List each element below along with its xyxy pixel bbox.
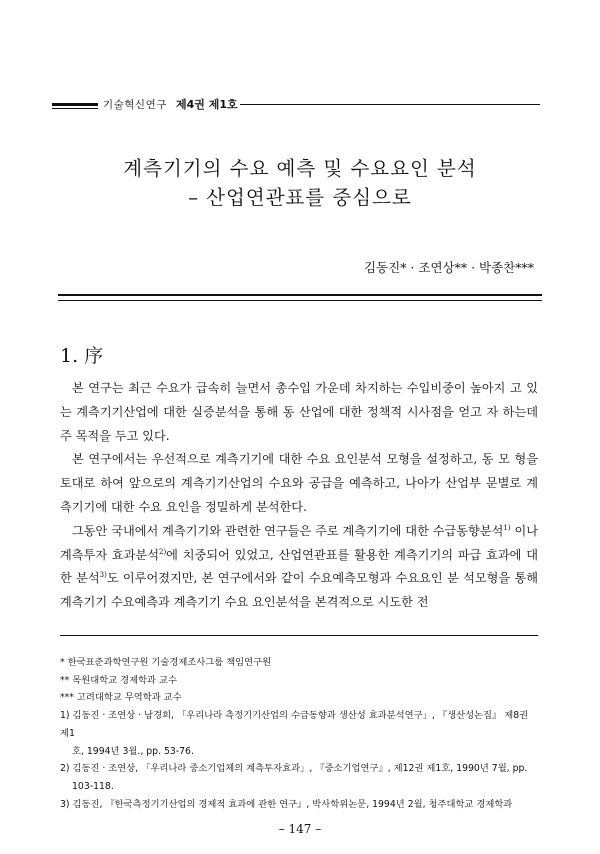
- footnote: 2) 김동진 · 조연상, 「우리나라 중소기업체의 계측투자효과」, 『중소기업연구』, 제12권 제1호, 1990년 7월, pp.: [60, 763, 528, 775]
- text-line: 이나 계측투자 효과분석: [60, 523, 539, 562]
- footnote-ref[interactable]: 3): [99, 571, 107, 580]
- footnote: ** 목원대학교 경제학과 교수: [60, 674, 177, 686]
- author-list: 김동진* · 조연상** · 박종찬***: [363, 260, 534, 275]
- title-separator-thin: [58, 300, 542, 301]
- paper-subtitle: – 산업연관표를 중심으로: [188, 186, 412, 209]
- footnote-separator: [60, 635, 538, 636]
- text-line: 에 치중되어 있었고, 산업연관표를 활용한 계측기기의 파급: [166, 547, 482, 562]
- text-line: 형을 토대로 하여 앞으로의 계측기기산업의 수요와 공급을 예측하고, 나아가 산업부: [60, 452, 538, 491]
- title-separator-thick: [58, 294, 542, 296]
- section-number: 1.: [60, 345, 79, 367]
- footnote-continuation: 호, 1994년 3월., pp. 53-76.: [72, 745, 194, 757]
- header-rule-left-thick: [52, 103, 98, 106]
- page-number: – 147 –: [278, 822, 322, 836]
- text-line: 고 있는 계측기기산업에 대한 실증분석을 통해 동 산업에 대한 정책적 시사점을 얻고: [60, 381, 538, 419]
- section-title: 序: [84, 345, 104, 367]
- footnotes: [60, 654, 540, 813]
- journal-volume: 제4권 제1호: [176, 98, 238, 111]
- footnote-ref[interactable]: 2): [158, 547, 167, 556]
- text-line: 문별로 계측기기에 대한 수요 요인을 정밀하게 분석한다.: [60, 476, 538, 514]
- footnote: * 한국표준과학연구원 기술경제조사그룹 책임연구원: [60, 657, 272, 668]
- text-line: 도 이루어졌지만, 본 연구에서와 같이 수요예측모형과 수요요인 분: [106, 571, 459, 586]
- paper-title: 계측기기의 수요 예측 및 수요요인 분석: [123, 157, 477, 180]
- footnote-continuation: 103-118.: [72, 780, 114, 792]
- footnote-ref[interactable]: 1): [503, 523, 511, 532]
- paragraph: [60, 377, 538, 448]
- footnote: 1) 김동진 · 조연상 · 남경희, 「우리나라 측정기기산업의 수급동향과 생산성 효과분석연구」, 『생산성논집』 제8권 제1: [60, 710, 529, 739]
- text-line: 본 연구는 최근 수요가 급속히 늘면서 총수입 가운데 차지하는 수입비중이 높아지: [72, 381, 506, 395]
- header-rule-left-thin: [52, 108, 98, 109]
- paragraph: [60, 448, 538, 519]
- section-heading: [60, 341, 103, 368]
- header-rule-right: [240, 104, 540, 105]
- paragraph: [60, 520, 538, 615]
- text-line: 그동안 국내에서 계측기기와 관련한 연구들은 주로 계측기기에 대한 수급동향분석: [72, 523, 504, 538]
- body-text: [60, 377, 538, 615]
- text-line: 효과에 대한 분석: [60, 547, 539, 586]
- text-line: 본 연구에서는 우선적으로 계측기기에 대한 수요 요인분석 모형을 설정하고, 동 모: [72, 452, 510, 467]
- text-line: 석모형을 통해 계측기기 수요예측과 계측기기 수요 요인분석을 본격적으로 시도한 전: [60, 571, 539, 610]
- footnote: 3) 김동진, 『한국측정기기산업의 경제적 효과에 관한 연구』, 박사학위논문, 1994년 2월, 청주대학교 경제학과: [60, 798, 513, 810]
- footnote: *** 고려대학교 무역학과 교수: [60, 692, 182, 704]
- text-line: 자 하는데 주 목적을 두고 있다.: [60, 404, 538, 443]
- journal-name: 기술혁신연구: [103, 99, 167, 111]
